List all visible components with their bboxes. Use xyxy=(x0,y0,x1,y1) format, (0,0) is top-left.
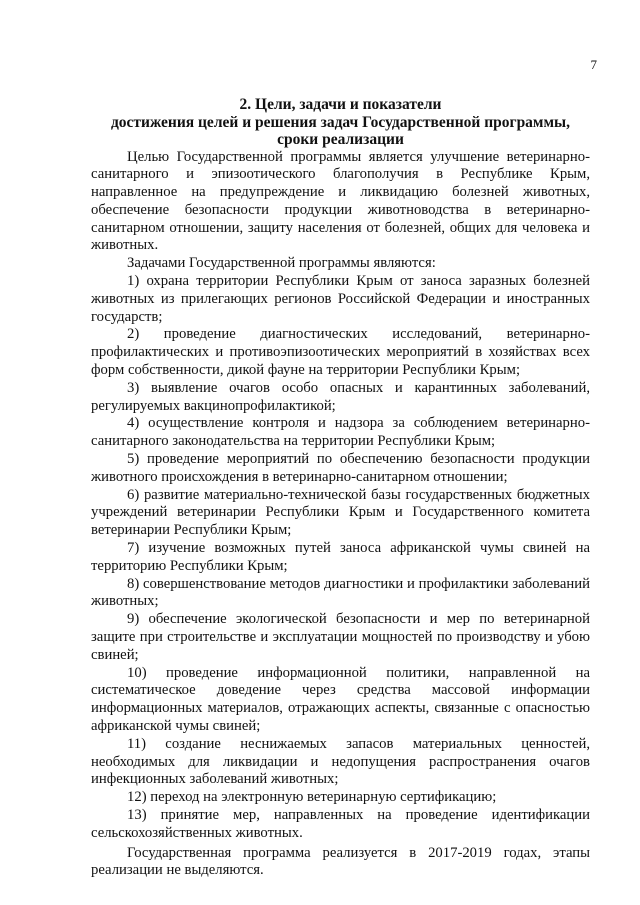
heading-line-3: сроки реализации xyxy=(277,131,404,148)
heading-line-1: 2. Цели, задачи и показатели xyxy=(239,96,442,113)
list-item: 11) создание неснижаемых запасов материальных ценностей, необходимых для ликвидации и недопущения распространения очагов инфекционных заболеваний животных; xyxy=(91,735,590,788)
document-body xyxy=(91,96,590,880)
list-item: 10) проведение информационной политики, направленной на систематическое доведение через средства массовой информации информационных материалов, отражающих аспекты, связанные с опасностью африканской чумы свиней; xyxy=(91,664,590,734)
heading-line-2: достижения целей и решения задач Государственной программы, xyxy=(110,113,571,131)
list-item: 5) проведение мероприятий по обеспечению безопасности продукции животного происхождения в ветеринарно-санитарном отношении; xyxy=(91,451,590,485)
page-number: 7 xyxy=(590,57,597,72)
list-item: 7) изучение возможных путей заноса африканской чумы свиней на территорию Республики Крым; xyxy=(91,540,590,574)
tasks-lead: Задачами Государственной программы являются: xyxy=(127,255,436,272)
list-item: 9) обеспечение экологической безопасности и мер по ветеринарной защите при строительстве и эксплуатации мощностей по производству и убою свиней; xyxy=(91,611,590,663)
list-item: 12) переход на электронную ветеринарную сертификацию; xyxy=(127,789,497,806)
closing-paragraph: Государственная программа реализуется в 2017-2019 годах, этапы реализации не выделяются. xyxy=(91,844,590,879)
list-item: 6) развитие материально-технической базы государственных бюджетных учреждений ветеринарии Республики Крым и Государственного комитета ветеринарии Республики Крым; xyxy=(91,486,590,539)
tasks-list xyxy=(91,273,590,843)
list-item: 2) проведение диагностических исследований, ветеринарно-профилактических и противоэпизоотических мероприятий в хозяйствах всех форм собственности, дикой фауне на территории Республики Крым; xyxy=(91,326,590,379)
goal-paragraph: Целью Государственной программы является улучшение ветеринарно-санитарного и эпизоотического благополучия в Республике Крым, направленное на предупреждение и ликвидацию болезней животных, обеспечение безопасности продукции животноводства в ветеринарно-санитарном отношении, защиту населения от болезней, общих для человека и животных. xyxy=(91,148,590,254)
list-item: 3) выявление очагов особо опасных и карантинных заболеваний, регулируемых вакцинопрофилактикой; xyxy=(91,379,590,414)
list-item: 13) принятие мер, направленных на проведение идентификации сельскохозяйственных животных. xyxy=(91,806,590,841)
list-item: 4) осуществление контроля и надзора за соблюдением ветеринарно-санитарного законодательства на территории Республики Крым; xyxy=(91,415,590,450)
list-item: 8) совершенствование методов диагностики и профилактики заболеваний животных; xyxy=(91,575,590,610)
list-item: 1) охрана территории Республики Крым от заноса заразных болезней животных из прилегающих регионов Российской Федерации и иностранных государств; xyxy=(91,273,590,325)
section-heading xyxy=(91,96,590,149)
